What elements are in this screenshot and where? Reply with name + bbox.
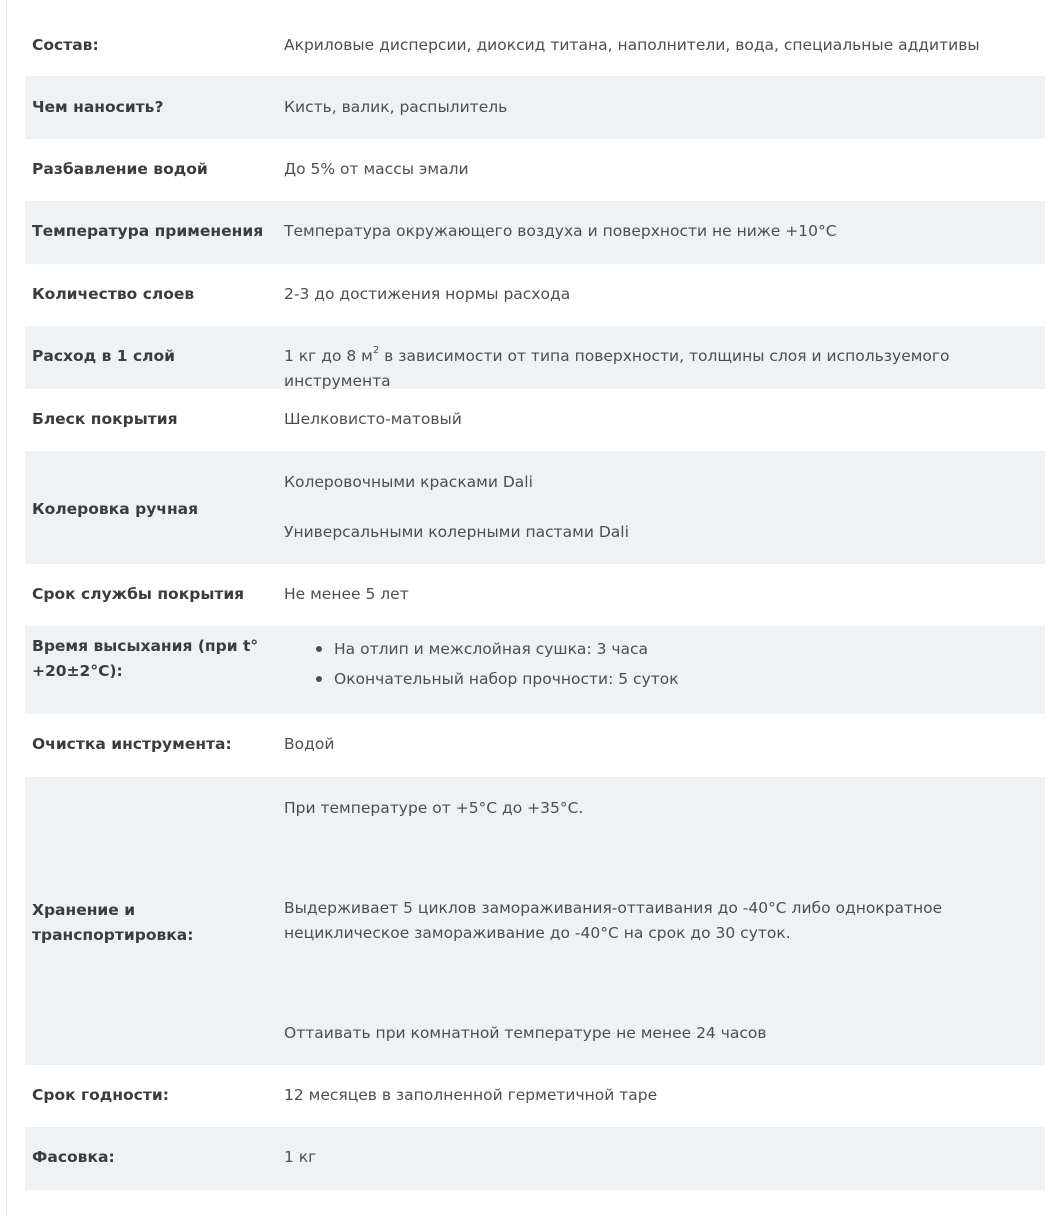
- consumption-amount: 1 кг до 8 м: [284, 347, 373, 365]
- row-label: Чем наносить?: [32, 98, 164, 116]
- table-row: [25, 714, 1045, 777]
- row-label: Колеровка ручная: [32, 500, 199, 518]
- list-item: На отлип и межслойная сушка: 3 часа: [334, 634, 1045, 664]
- table-row: [25, 264, 1045, 326]
- table-row: [25, 1127, 1045, 1190]
- row-label: Блеск покрытия: [32, 410, 178, 428]
- tinting-line: Колеровочными красками Dali: [284, 473, 533, 491]
- row-value: 1 кг: [284, 1148, 317, 1166]
- row-label: Количество слоев: [32, 285, 195, 303]
- square-superscript: 2: [372, 344, 380, 356]
- consumption-note: в зависимости от типа поверхности, толщины слоя и используемого инструмента: [284, 347, 950, 390]
- table-row: [25, 1065, 1045, 1127]
- list-item: Окончательный набор прочности: 5 суток: [334, 664, 1045, 694]
- table-row: [25, 201, 1045, 264]
- specifications-table: [25, 14, 1045, 1190]
- row-value: 12 месяцев в заполненной герметичной таре: [284, 1086, 658, 1104]
- table-row: [25, 14, 1045, 76]
- storage-line: Выдерживает 5 циклов замораживания-оттаивания до -40°С либо однократное нециклическое замораживание до -40°С на срок до 30 суток.: [284, 899, 943, 942]
- tinting-line: Универсальными колерными пастами Dali: [284, 523, 629, 541]
- row-label: Срок службы покрытия: [32, 585, 245, 603]
- row-value: [277, 796, 1045, 1046]
- row-label: Фасовка:: [32, 1148, 115, 1166]
- page-left-border: [0, 0, 7, 1216]
- row-label: Расход в 1 слой: [32, 347, 176, 365]
- row-value: [277, 634, 1045, 694]
- table-row: [25, 564, 1045, 626]
- table-row: [25, 76, 1045, 139]
- row-value: Не менее 5 лет: [284, 585, 409, 603]
- table-row: [25, 451, 1045, 564]
- row-label: Очистка инструмента:: [32, 735, 232, 753]
- table-row: [25, 389, 1045, 451]
- row-label: Хранение и транспортировка:: [32, 901, 194, 944]
- table-row: [25, 777, 1045, 1065]
- row-value: 2-3 до достижения нормы расхода: [284, 285, 571, 303]
- row-value: Водой: [284, 735, 335, 753]
- row-label: Время высыхания (при t° +20±2°С):: [32, 637, 259, 680]
- storage-line: При температуре от +5°С до +35°С.: [284, 799, 584, 817]
- row-value: Шелковисто-матовый: [284, 410, 462, 428]
- row-value: Температура окружающего воздуха и поверхности не ниже +10°С: [284, 222, 837, 240]
- row-value: До 5% от массы эмали: [284, 160, 469, 178]
- row-value: [277, 344, 1045, 394]
- table-row: [25, 139, 1045, 201]
- storage-line: Оттаивать при комнатной температуре не менее 24 часов: [284, 1024, 767, 1042]
- row-label: Состав:: [32, 36, 99, 54]
- table-row: [25, 326, 1045, 389]
- table-row: [25, 626, 1045, 714]
- row-label: Температура применения: [32, 222, 264, 240]
- row-label: Срок годности:: [32, 1086, 169, 1104]
- row-value: Кисть, валик, распылитель: [284, 98, 508, 116]
- row-value: Акриловые дисперсии, диоксид титана, наполнители, вода, специальные аддитивы: [284, 36, 980, 54]
- row-label: Разбавление водой: [32, 160, 208, 178]
- drying-time-list: [284, 634, 1045, 694]
- row-value: [277, 470, 1045, 545]
